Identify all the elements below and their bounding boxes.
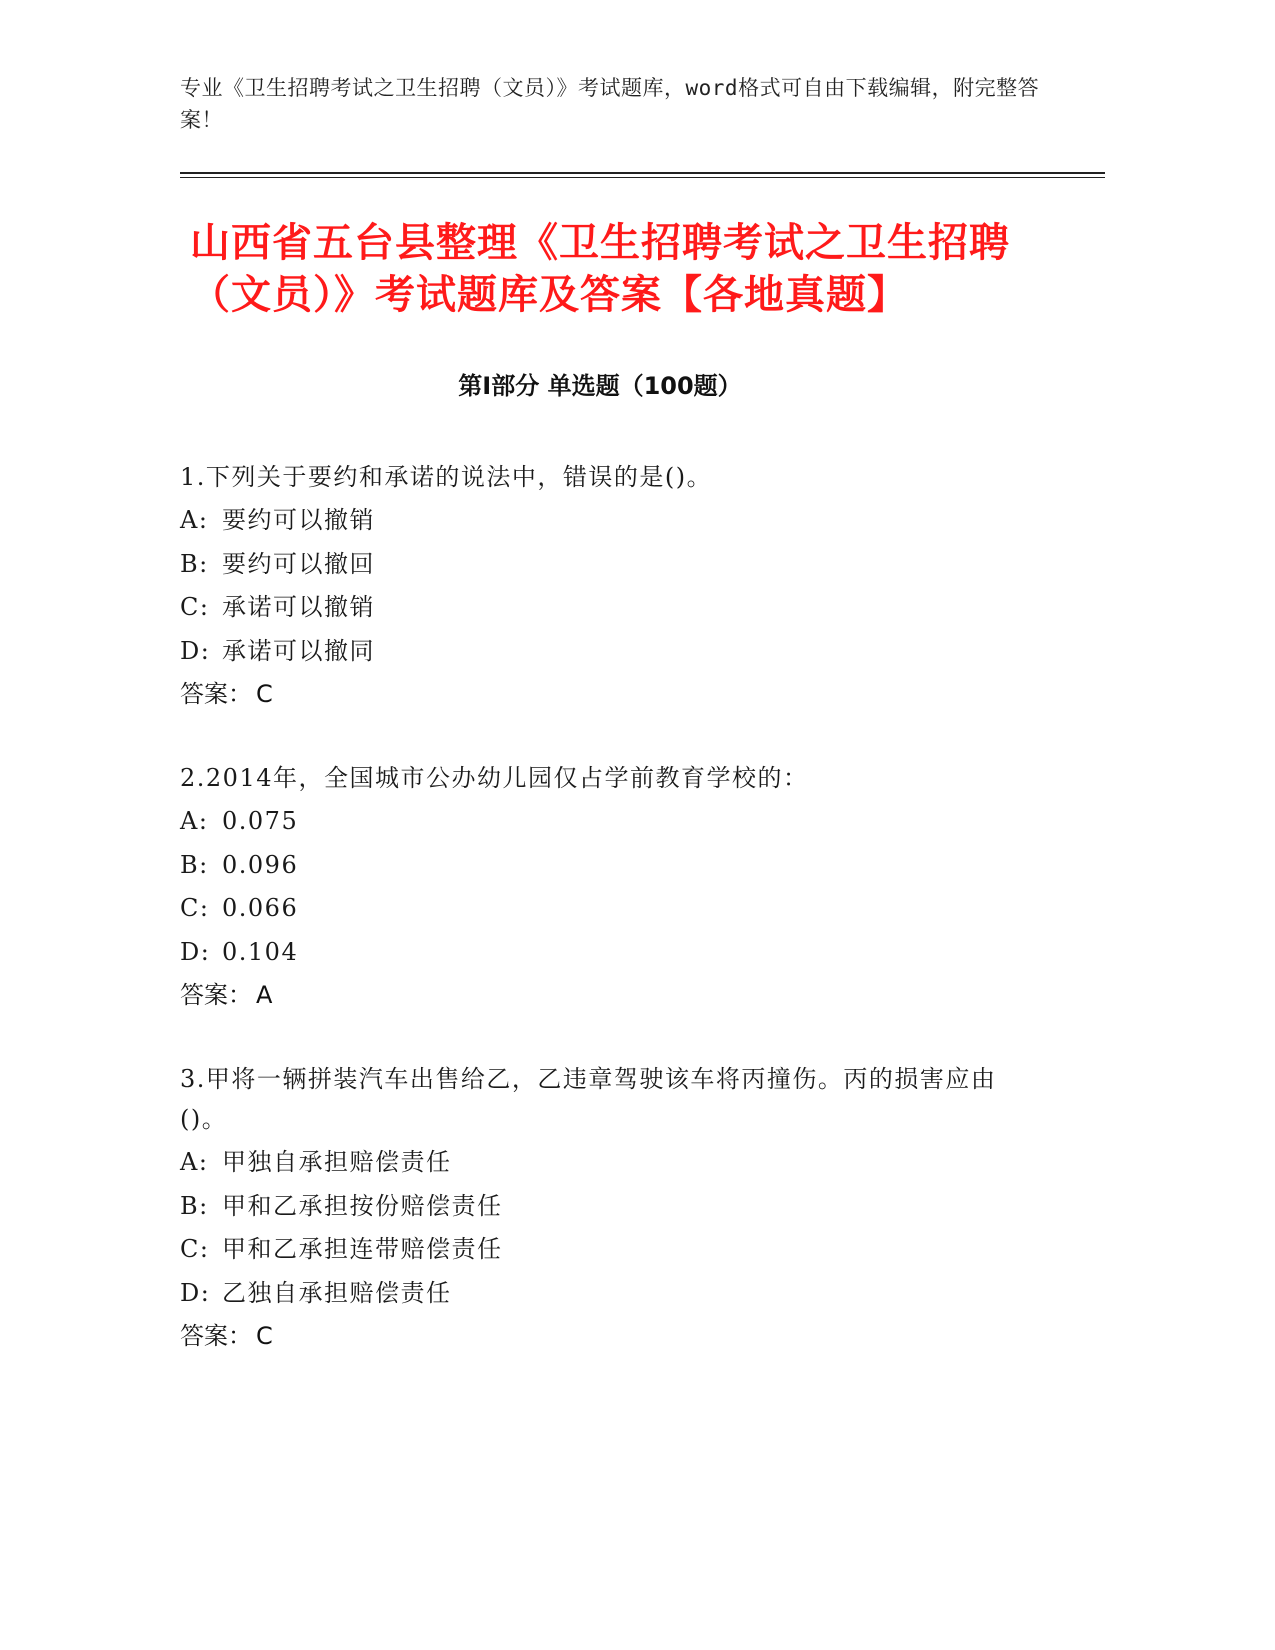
option-a — [180, 1141, 1040, 1185]
option-key: A: — [180, 1148, 209, 1176]
option-d — [180, 931, 1040, 975]
answer-line — [180, 673, 1040, 716]
option-text: 甲和乙承担按份赔偿责任 — [222, 1191, 503, 1220]
question-stem: 3.甲将一辆拼装汽车出售给乙，乙违章驾驶该车将丙撞伤。丙的损害应由()。 — [180, 1065, 997, 1133]
option-key: D: — [180, 937, 211, 966]
option-d — [180, 1272, 1040, 1316]
option-key: B: — [180, 850, 209, 879]
question-2 — [180, 756, 1040, 1017]
option-c — [180, 1228, 1040, 1272]
option-a — [180, 499, 1040, 543]
question-list — [180, 455, 1040, 1398]
option-key: C: — [180, 1235, 210, 1263]
option-text: 承诺可以撤销 — [222, 593, 375, 621]
answer-value: C — [256, 1322, 273, 1350]
option-text: 甲独自承担赔偿责任 — [222, 1148, 452, 1176]
section-heading: 第Ⅰ部分 单选题（100题） — [458, 372, 742, 400]
answer-label: 答案： — [180, 981, 252, 1009]
option-text: 要约可以撤销 — [222, 506, 375, 534]
header-divider — [180, 172, 1105, 178]
answer-label: 答案： — [180, 680, 252, 708]
option-text: 乙独自承担赔偿责任 — [222, 1278, 452, 1307]
question-1 — [180, 455, 1040, 716]
option-d — [180, 630, 1040, 674]
answer-value: A — [256, 981, 273, 1009]
option-text: 0.066 — [222, 894, 299, 922]
option-key: B: — [180, 549, 209, 578]
option-text: 甲和乙承担连带赔偿责任 — [222, 1235, 503, 1263]
option-key: D: — [180, 1278, 211, 1307]
option-text: 要约可以撤回 — [222, 549, 375, 578]
option-key: D: — [180, 636, 211, 665]
option-text: 承诺可以撤同 — [222, 636, 375, 665]
question-3 — [180, 1057, 1040, 1358]
option-key: C: — [180, 894, 210, 922]
option-text: 0.075 — [222, 807, 299, 835]
answer-label: 答案： — [180, 1322, 252, 1350]
question-stem: 1.下列关于要约和承诺的说法中，错误的是()。 — [180, 463, 713, 491]
answer-line — [180, 1315, 1040, 1358]
document-title: 山西省五台县整理《卫生招聘考试之卫生招聘（文员）》考试题库及答案【各地真题】 — [190, 220, 1010, 318]
option-b — [180, 543, 1040, 587]
option-key: A: — [180, 506, 209, 534]
header-note: 专业《卫生招聘考试之卫生招聘（文员）》考试题库，word格式可自由下载编辑，附完整答案！ — [180, 76, 1040, 132]
option-c — [180, 586, 1040, 630]
option-b — [180, 1185, 1040, 1229]
option-text: 0.096 — [222, 850, 299, 879]
option-key: B: — [180, 1191, 209, 1220]
option-key: A: — [180, 807, 209, 835]
option-c — [180, 887, 1040, 931]
option-key: C: — [180, 593, 210, 621]
answer-value: C — [256, 680, 273, 708]
option-b — [180, 844, 1040, 888]
question-stem: 2.2014年，全国城市公办幼儿园仅占学前教育学校的： — [180, 764, 809, 792]
answer-line — [180, 974, 1040, 1017]
option-a — [180, 800, 1040, 844]
option-text: 0.104 — [222, 937, 299, 966]
